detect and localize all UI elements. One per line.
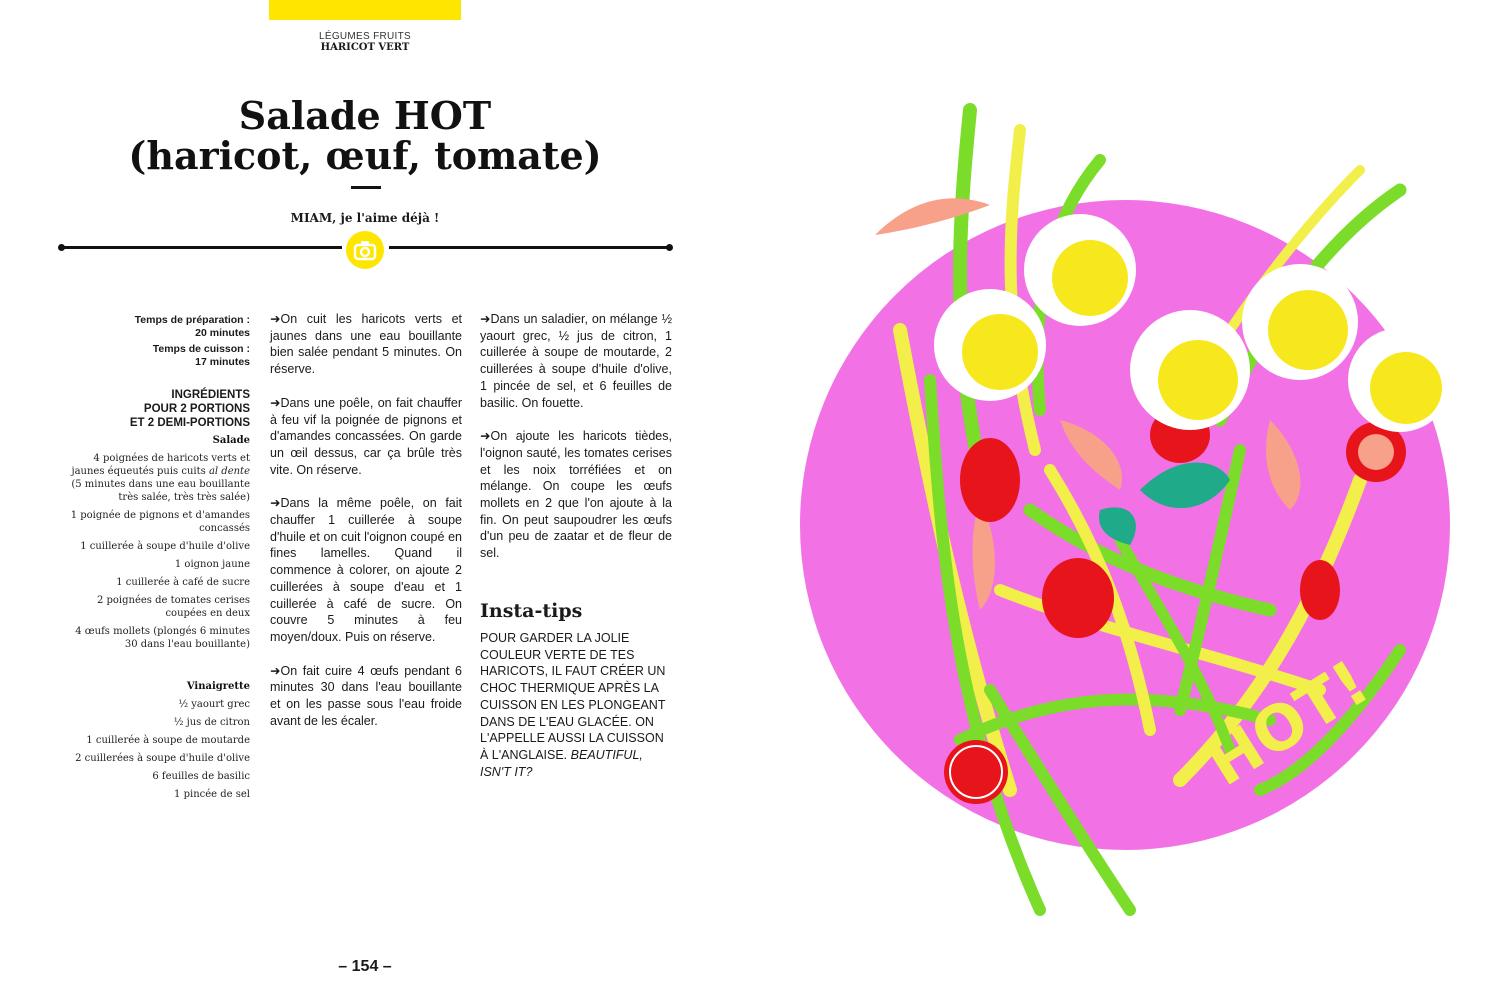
- divider-rule: [389, 246, 671, 249]
- cook-time-label: Temps de cuisson :: [152, 343, 250, 355]
- breadcrumb-category: LÉGUMES FRUITS: [319, 31, 411, 42]
- ingredients-heading: [60, 388, 250, 430]
- breadcrumb-subcategory: HARICOT VERT: [320, 42, 410, 53]
- ingredients-group-title: Vinaigrette: [186, 681, 250, 692]
- recipe-title-line-1: Salade HOT: [238, 93, 492, 138]
- tips-text: [480, 630, 672, 780]
- ingredients-salade: [60, 434, 250, 656]
- ingredient-item: 4 œufs mollets (plongés 6 minutes 30 dans l'eau bouillante): [75, 626, 250, 650]
- recipe-title-line-2: (haricot, œuf, tomate): [128, 133, 602, 178]
- step-1: ➜On cuit les haricots verts et jaunes dans une eau bouillante bien salée pendant 5 minutes. On réserve.: [270, 312, 462, 377]
- prep-time-label: Temps de préparation :: [134, 314, 250, 326]
- ingredient-item: 2 poignées de tomates cerises coupées en deux: [96, 595, 250, 619]
- ingredient-item: 1 cuillerée à café de sucre: [116, 577, 250, 588]
- hot-label: HOT!: [1193, 645, 1382, 801]
- rule-dot: [666, 244, 673, 251]
- ingredient-item: 2 cuillerées à soupe d'huile d'olive: [75, 753, 250, 764]
- salad-illustration: [800, 90, 1500, 950]
- left-page: [0, 0, 740, 1006]
- step-4: ➜On fait cuire 4 œufs pendant 6 minutes 30 dans l'eau bouillante et on les passe sous l'eau froide avant de les écaler.: [270, 663, 462, 728]
- recipe-times: [60, 314, 250, 369]
- steps-column-2: [480, 311, 672, 579]
- ingredient-item: 1 cuillerée à soupe de moutarde: [86, 735, 250, 746]
- ingredient-item: ½ jus de citron: [173, 717, 250, 728]
- ingredient-item: 1 oignon jaune: [174, 559, 250, 570]
- section-tab: [269, 0, 461, 20]
- camera-icon: [353, 238, 377, 262]
- ingredients-heading-line: ET 2 DEMI-PORTIONS: [129, 417, 250, 429]
- ingredient-item: ½ yaourt grec: [178, 699, 250, 710]
- ingredient-item: 1 cuillerée à soupe d'huile d'olive: [80, 541, 250, 552]
- title-divider: [351, 186, 381, 189]
- step-3: ➜Dans la même poêle, on fait chauffer 1 cuillerée à soupe d'huile et on cuit l'oignon coupé en fines lamelles. Quand il commence à colorer, on ajoute 2 cuillerées à soupe d'eau et 1 cuillerée à café de sucre. On couvre 5 minutes à feu moyen/doux. Puis on réserve.: [270, 496, 462, 644]
- divider-rule: [60, 246, 342, 249]
- right-page: [740, 0, 1500, 1006]
- ingredients-group-title: Salade: [212, 435, 250, 446]
- prep-time-value: 20 minutes: [195, 327, 250, 339]
- tips-title: Insta-tips: [480, 600, 583, 622]
- tips-body: POUR GARDER LA JOLIE COULEUR VERTE DE TES HARICOTS, IL FAUT CRÉER UN CHOC THERMIQUE APRÈS LA CUISSON EN LES PLONGEANT DANS DE L'EAU GLACÉE. ON L'APPELLE AUSSI LA CUISSON À L'ANGLAISE.: [480, 631, 666, 762]
- breadcrumb: [265, 31, 465, 53]
- ingredients-heading-line: INGRÉDIENTS: [171, 389, 250, 401]
- cook-time-value: 17 minutes: [195, 356, 250, 368]
- ingredient-emphasis: al dente: [208, 466, 250, 477]
- ingredient-item: [60, 452, 250, 504]
- recipe-title: [90, 93, 640, 178]
- step-5: ➜Dans un saladier, on mélange ½ yaourt grec, ½ jus de citron, 1 cuillerée à soupe de moutarde, 2 cuillerées à soupe d'huile d'olive, 1 pincée de sel, et 6 feuilles de basilic. On fouette.: [480, 312, 672, 410]
- ingredient-text: (5 minutes dans une eau bouillante très salée, très très salée): [71, 479, 250, 503]
- ingredient-item: 1 pincée de sel: [174, 789, 250, 800]
- tips-emphasis: BEAUTIFUL, ISN'T IT?: [480, 747, 643, 779]
- ingredient-item: 6 feuilles de basilic: [152, 771, 250, 782]
- camera-badge: [346, 231, 384, 269]
- step-2: ➜Dans une poêle, on fait chauffer à feu vif la poignée de pignons et d'amandes concassées. On garde un œil dessus, car ça brûle très vite. On réserve.: [270, 395, 462, 477]
- step-6: ➜On ajoute les haricots tièdes, l'oignon sauté, les tomates cerises et les noix torréfiées et on mélange. On coupe les œufs mollets en 2 que l'on ajoute à la fin. On peut saupoudrer les œufs d'un peu de zaatar et de fleur de sel.: [480, 429, 672, 561]
- page-number: – 154 –: [338, 958, 392, 975]
- steps-column-1: [270, 311, 462, 746]
- ingredient-item: 1 poignée de pignons et d'amandes concassés: [70, 510, 250, 534]
- ingredients-heading-line: POUR 2 PORTIONS: [143, 403, 250, 415]
- ingredients-vinaigrette: [60, 680, 250, 806]
- recipe-tagline: MIAM, je l'aime déjà !: [290, 211, 440, 225]
- ingredient-text: 4 poignées de haricots verts et jaunes équeutés puis cuits: [71, 453, 250, 477]
